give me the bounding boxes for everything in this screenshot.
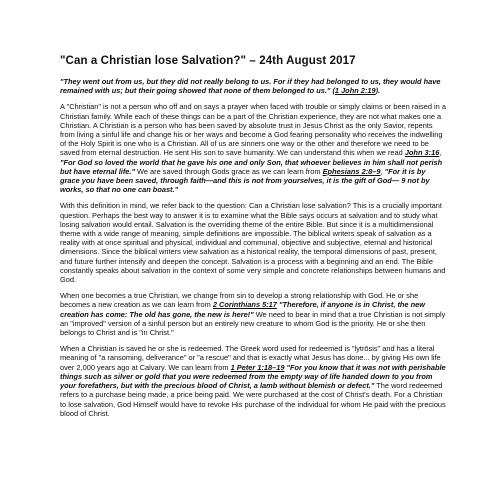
text: We need to bear in mind that a true Christian is not simply an "improved" version of a sinful person but an entirely new creature to whom God is the priority. He or she then belongs to Christ and is "in Christ." — [60, 309, 446, 338]
scripture-reference-link[interactable]: 1 Peter 1:18–19 — [230, 362, 285, 372]
text: When a Christian is saved he or she is redeemed. The Greek word used for redeemed is "lytrōsis" and has a literal meaning of "a ransoming, deliverance" or "a rescue" and that is exactly what Jesus has done... by giving His own life over 2,000 years ago at Calvary. We can learn from — [60, 344, 441, 372]
text: A "Christian" is not a person who off and on says a prayer when faced with trouble or simply claims or been raised in a Christian family. While each of these things can be a part of the Christian experience, they are not what makes one a Christian. A Christian is a person who has been saved by absolute trust in Jesus Christ as the only Savior, repents from living a sinful life and change his or her ways and become a God fearing personality who receives the indwelling of the Holy Spirit is one who is a Christian. All of us are sinners one way or the other and therefore we need to be saved from eternal destruction. He sent His son to save humanity. We can understand this when we read — [60, 102, 446, 158]
scripture-reference-link[interactable]: 2 Corinthians 5:17 — [212, 300, 277, 310]
paragraph-2 — [60, 102, 447, 194]
text: , — [439, 148, 442, 158]
scripture-quote: "For it is by grace you have been saved, through faith—and this is not from yourselves, it is the gift of God— 9 not by works, so that no one can boast." — [60, 166, 430, 195]
text: When one becomes a true Christian, we change from sin to develop a strong relationship with God. He or she becomes a new creation as we can learn from — [60, 291, 419, 310]
scripture-reference-link[interactable]: 1 John 2:19 — [334, 86, 376, 96]
paragraph-1 — [60, 77, 447, 95]
paragraph-3 — [60, 201, 447, 284]
ref-open: ( — [330, 86, 335, 96]
scripture-reference-link[interactable]: John 3:16 — [404, 148, 440, 158]
text: The word redeemed refers to a purchase being made, a price being paid. We were purchased at the cost of Christ's death. For a Christian to lose salvation, God Himself would have to revoke His purchase of the individual for whom He paid with the precious blood of Christ. — [60, 381, 446, 418]
scripture-quote: "Therefore, if anyone is in Christ, the new creation has come: The old has gone, the new is here!" — [60, 300, 425, 319]
paragraph-5 — [60, 344, 447, 418]
paragraph-4 — [60, 291, 447, 337]
scripture-quote: "For God so loved the world that he gave his one and only Son, that whoever believes in him shall not perish but have eternal life." — [60, 157, 443, 176]
scripture-quote: "They went out from us, but they did not really belong to us. For if they had belonged to us, they would have remained with us; but their going showed that none of them belonged to us." — [60, 77, 441, 96]
text: We are saved through Gods grace as we can learn from — [134, 166, 323, 176]
text: With this definition in mind, we refer back to the question: Can a Christian lose salvation? This is a crucially important question. Perhaps the best way to answer it is to examine what the Bible says occurs at salvation and to study what losing salvation would entail. Salvation is the overriding theme of the entire Bible. But since it is a multidimensional theme with a wide range of meaning, simple definitions are impossible. The biblical writers speak of salvation as a reality with at once spiritual and physical, individual and communal, objective and subjective, eternal and historical dimensions. Since the biblical writers view salvation as a historical reality, the temporal dimensions of past, present, and future further intensify and deepen the concept. Salvation is a process with a beginning and an end. The Bible constantly speaks about salvation in the context of some very simple and concrete relationships between humans and God. — [60, 201, 446, 285]
text: , — [380, 166, 385, 176]
scripture-reference-link[interactable]: Ephesians 2:8–9 — [322, 166, 381, 176]
ref-close: ). — [375, 86, 381, 96]
scripture-quote: "For you know that it was not with perishable things such as silver or gold that you were redeemed from the empty way of life handed down to you from your forefathers, but with the precious blood of Christ, a lamb without blemish or defect." — [60, 362, 446, 391]
document-title: "Can a Christian lose Salvation?" – 24th August 2017 — [60, 55, 356, 67]
